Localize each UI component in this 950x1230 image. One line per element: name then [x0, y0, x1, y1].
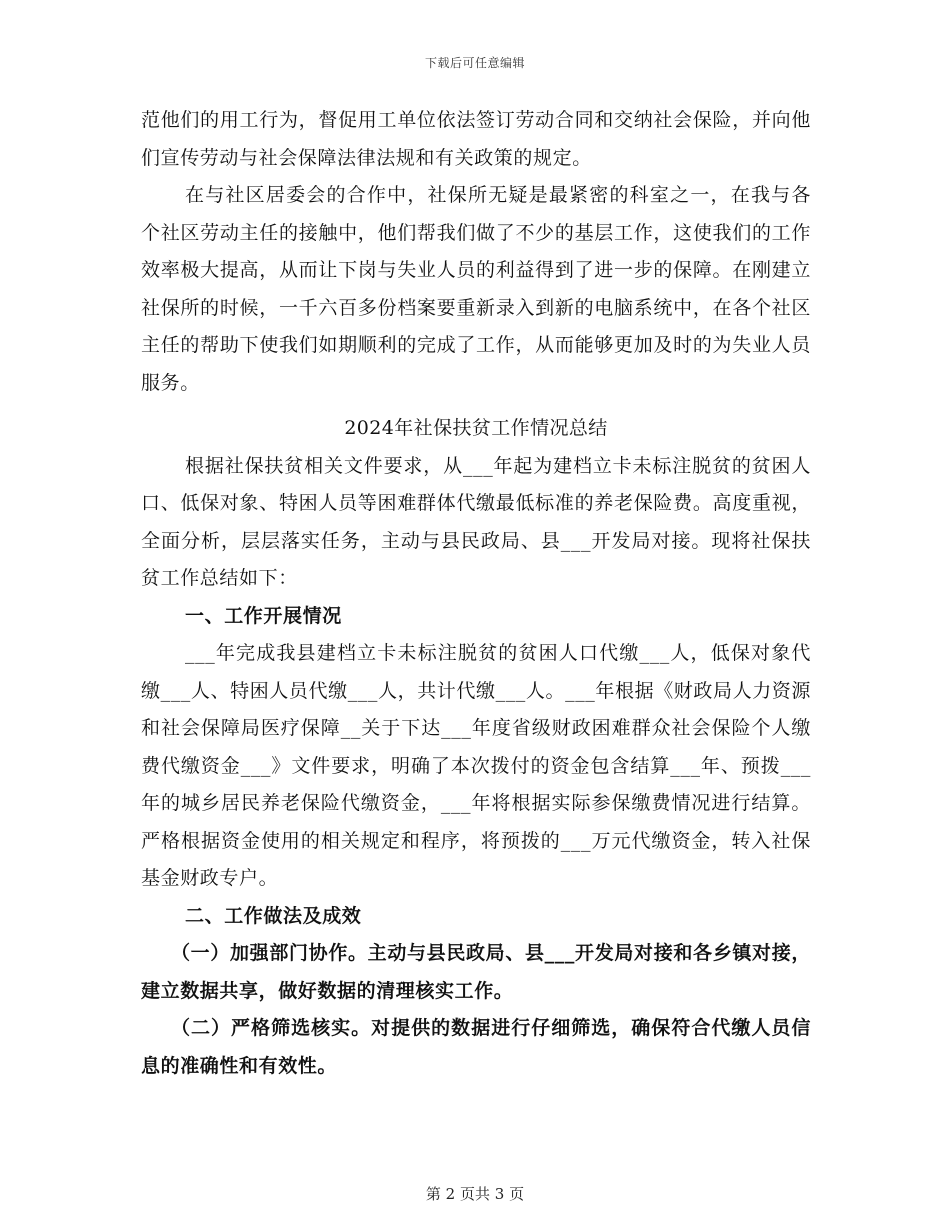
heading-work-progress: 一、工作开展情况	[185, 604, 342, 627]
heading-methods-results: 二、工作做法及成效	[185, 904, 362, 927]
paragraph-department-cooperation: （一）加强部门协作。主动与县民政局、县___开发局对接和各乡镇对接，建立数据共享，做好数据的清理核实工作。	[141, 942, 811, 1002]
section-title: 2024年社保扶贫工作情况总结	[344, 417, 608, 439]
paragraph-work-progress: ___年完成我县建档立卡未标注脱贫的贫困人口代缴___人，低保对象代缴___人、特困人员代缴___人，共计代缴___人。___年根据《财政局人力资源和社会保障局医疗保障__关于下达___年度省级财政困难群众社会保险个人缴费代缴资金___》文件要求，明确了本次拨付的资金包含结算___年、预拨___年的城乡居民养老保险代缴资金，___年将根据实际参保缴费情况进行结算。严格根据资金使用的相关规定和程序，将预拨的___万元代缴资金，转入社保基金财政专户。	[141, 642, 812, 889]
document-body	[141, 102, 811, 1085]
page-footer: 第 2 页共 3 页	[425, 1185, 525, 1203]
paragraph-community-cooperation: 在与社区居委会的合作中，社保所无疑是最紧密的科室之一，在我与各个社区劳动主任的接触中，他们帮我们做了不少的基层工作，这使我们的工作效率极大提高，从而让下岗与失业人员的利益得到了进一步的保障。在刚建立社保所的时候，一千六百多份档案要重新录入到新的电脑系统中，在各个社区主任的帮助下使我们如期顺利的完成了工作，从而能够更加及时的为失业人员服务。	[141, 184, 811, 394]
paragraph-strict-screening: （二）严格筛选核实。对提供的数据进行仔细筛选，确保符合代缴人员信息的准确性和有效性。	[141, 1017, 811, 1077]
paragraph-continuation: 范他们的用工行为，督促用工单位依法签订劳动合同和交纳社会保险，并向他们宣传劳动与社会保障法律法规和有关政策的规定。	[141, 109, 811, 169]
paragraph-intro: 根据社保扶贫相关文件要求，从___年起为建档立卡未标注脱贫的贫困人口、低保对象、特困人员等困难群体代缴最低标准的养老保险费。高度重视，全面分析，层层落实任务，主动与县民政局、县___开发局对接。现将社保扶贫工作总结如下：	[141, 454, 811, 589]
page-header: 下载后可任意编辑	[424, 56, 525, 70]
